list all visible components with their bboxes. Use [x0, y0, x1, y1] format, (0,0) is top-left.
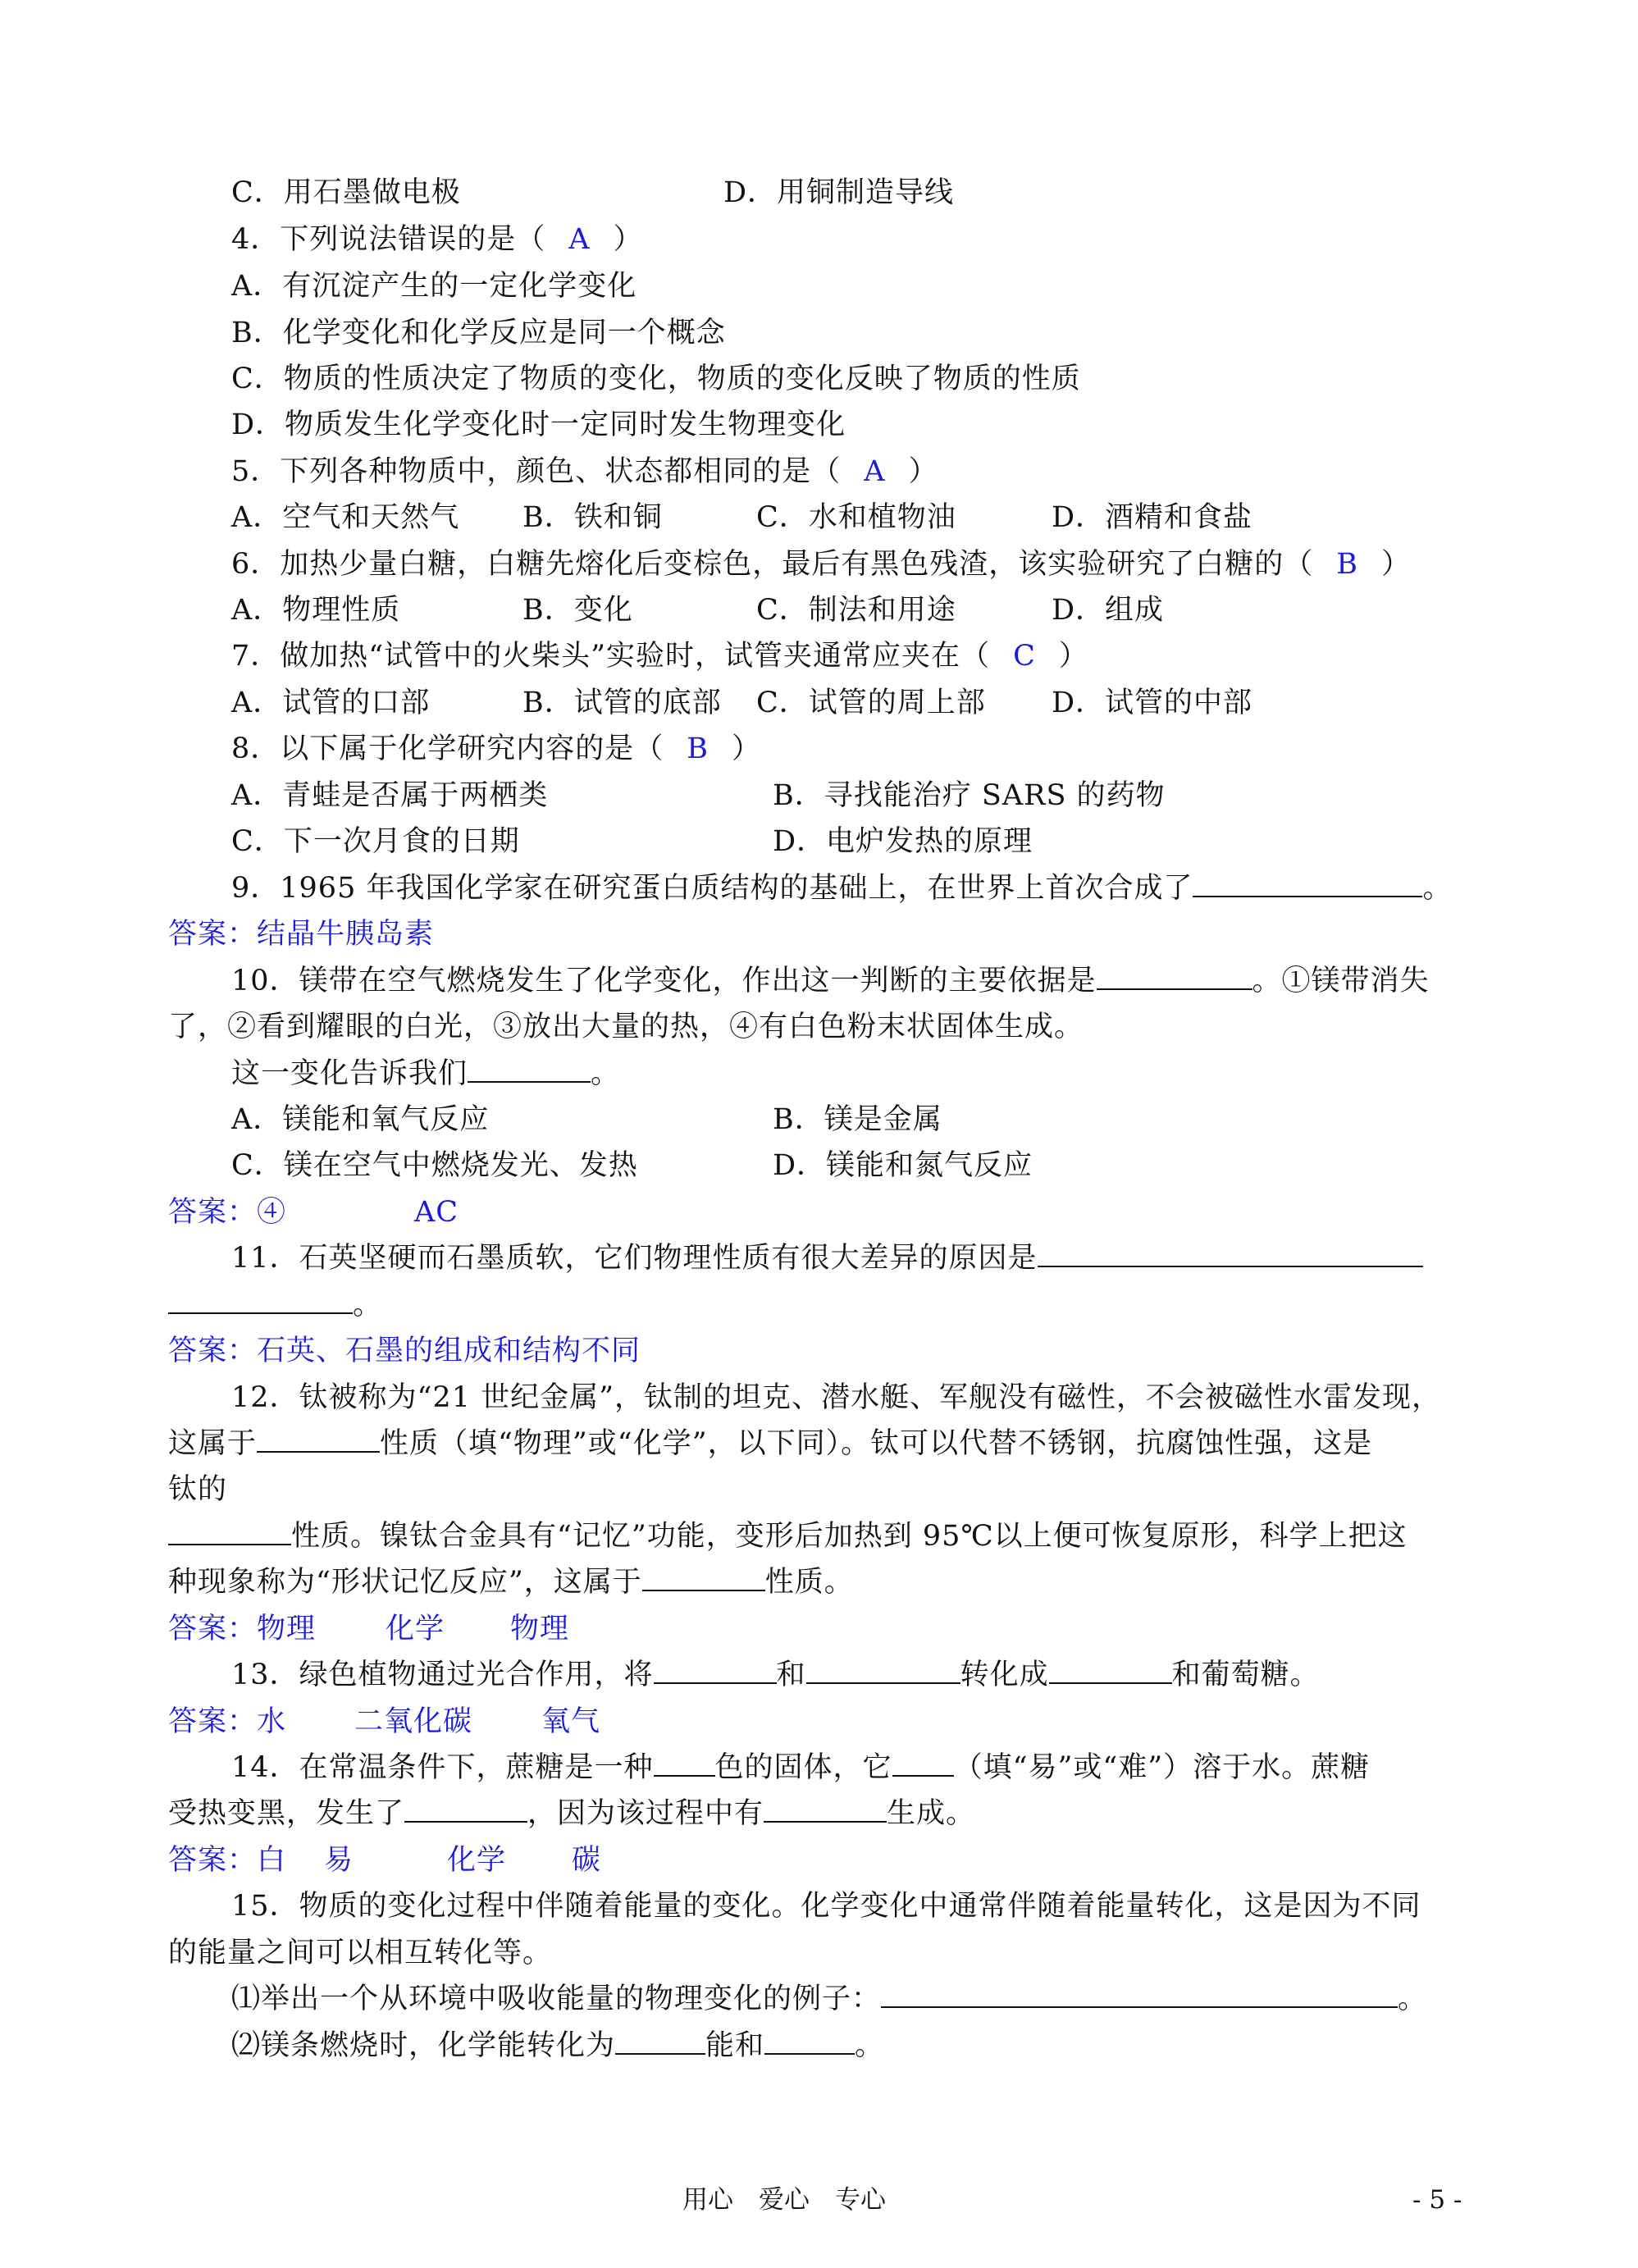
q12-answer-3: 物理	[510, 1613, 570, 1645]
q14-line1	[231, 1748, 1370, 1787]
q12-blank-2	[168, 1517, 291, 1545]
q6-answer: B	[1336, 548, 1359, 581]
q14-part-f: 生成。	[887, 1797, 976, 1830]
q6-close: ）	[1381, 548, 1412, 581]
q10-option-b: B．镁是金属	[773, 1103, 942, 1136]
q7-option-c: C．试管的周上部	[756, 687, 986, 719]
q5-option-a: A．空气和天然气	[231, 501, 460, 534]
q10-blank-2	[468, 1055, 591, 1083]
q11-blank-b	[168, 1286, 353, 1314]
q4-stem	[231, 220, 643, 259]
q5-option-d: D．酒精和食盐	[1052, 501, 1253, 534]
q8-close: ）	[732, 732, 762, 765]
q13-blank-3	[1049, 1656, 1172, 1684]
q7-stem	[231, 637, 1088, 676]
q3-option-d: D．用铜制造导线	[723, 176, 955, 209]
q7-close: ）	[1058, 640, 1088, 673]
q4-option-a: A．有沉淀产生的一定化学变化	[231, 270, 637, 303]
q13-part-d: 和葡萄糖。	[1171, 1659, 1320, 1691]
q5-stem	[231, 452, 938, 491]
q5-answer: A	[864, 455, 886, 488]
q15-sub2-end: 。	[855, 2029, 885, 2062]
q4-stem-text: 4．下列说法错误的是（	[231, 223, 546, 256]
q8-answer: B	[687, 732, 709, 765]
q12-line5	[168, 1563, 854, 1602]
q13-answer-3: 氧气	[541, 1705, 601, 1738]
q15-sub1-end: 。	[1398, 1983, 1428, 2015]
q4-option-c: C．物质的性质决定了物质的变化，物质的变化反映了物质的性质	[231, 363, 1081, 395]
q15-blank-2	[615, 2027, 705, 2055]
q14-part-a: 14．在常温条件下，蔗糖是一种	[231, 1751, 654, 1784]
q12-blank-3	[642, 1563, 765, 1591]
q13-part-c: 转化成	[960, 1659, 1049, 1691]
q15-sub2-mid: 能和	[705, 2029, 765, 2062]
q8-stem	[231, 729, 761, 769]
q6-option-b: B．变化	[522, 594, 633, 627]
q11-end: 。	[353, 1289, 383, 1321]
q10-option-a: A．镁能和氧气反应	[231, 1103, 490, 1136]
q7-option-a: A．试管的口部	[231, 687, 431, 719]
q11-blank-a	[1038, 1239, 1423, 1267]
q15-blank-1	[881, 1980, 1398, 2008]
q12-blank-1	[257, 1425, 380, 1453]
q14-part-b: 色的固体，它	[714, 1751, 892, 1784]
q12-line3: 钛的	[168, 1473, 228, 1506]
q9-stem	[231, 869, 1452, 908]
q6-option-d: D．组成	[1052, 594, 1165, 627]
q14-blank-4	[764, 1795, 887, 1823]
q14-blank-2	[892, 1749, 954, 1777]
q15-blank-3	[764, 2027, 855, 2055]
q15-line2: 的能量之间可以相互转化等。	[168, 1937, 553, 1969]
q10-option-c: C．镁在空气中燃烧发光、发热	[231, 1149, 638, 1182]
q14-blank-3	[404, 1795, 527, 1823]
q13-blank-1	[654, 1656, 777, 1684]
q8-option-c: C．下一次月食的日期	[231, 825, 520, 858]
q6-stem	[231, 545, 1411, 584]
q8-stem-text: 8．以下属于化学研究内容的是（	[231, 732, 664, 765]
footer-motto: 用心 爱心 专心	[682, 2185, 886, 2215]
q12-line4	[168, 1517, 1408, 1556]
q15-sub1-text: ⑴举出一个从环境中吸收能量的物理变化的例子：	[231, 1983, 882, 2015]
q7-option-d: D．试管的中部	[1052, 687, 1253, 719]
q9-blank	[1193, 869, 1422, 897]
q9-end: 。	[1422, 872, 1453, 905]
q10-option-d: D．镁能和氮气反应	[773, 1149, 1033, 1182]
q13-part-b: 和	[776, 1659, 806, 1691]
q12-answer-2: 化学	[386, 1613, 445, 1645]
q7-option-b: B．试管的底部	[522, 687, 722, 719]
q10-line1-text: 10．镁带在空气燃烧发生了化学变化，作出这一判断的主要依据是	[231, 965, 1097, 997]
q13-blank-2	[806, 1656, 960, 1684]
q13-answer-2: 二氧化碳	[354, 1705, 473, 1738]
q12-line4-tail: 性质。镍钛合金具有“记忆”功能，变形后加热到 95℃以上便可恢复原形，科学上把这	[291, 1520, 1408, 1553]
q11-line1-text: 11．石英坚硬而石墨质软，它们物理性质有很大差异的原因是	[231, 1242, 1038, 1275]
q15-line1: 15．物质的变化过程中伴随着能量的变化。化学变化中通常伴随着能量转化，这是因为不同	[231, 1890, 1421, 1923]
q14-line2	[168, 1794, 975, 1833]
q10-blank-1	[1097, 962, 1252, 990]
q8-option-a: A．青蛙是否属于两栖类	[231, 779, 549, 812]
q5-stem-text: 5．下列各种物质中，颜色、状态都相同的是（	[231, 455, 842, 488]
q5-option-c: C．水和植物油	[756, 501, 956, 534]
q4-answer: A	[568, 223, 591, 256]
q12-line1: 12．钛被称为“21 世纪金属”，钛制的坦克、潜水艇、军舰没有磁性，不会被磁性水雷发现，	[231, 1381, 1441, 1414]
q9-answer: 答案：结晶牛胰岛素	[168, 918, 435, 951]
q15-sub2	[231, 2026, 884, 2065]
q10-line2: 了，②看到耀眼的白光，③放出大量的热，④有白色粉末状固体生成。	[168, 1011, 1084, 1043]
q11-line1	[231, 1239, 1423, 1278]
q3-option-c: C．用石墨做电极	[231, 176, 461, 209]
q10-answer-2: AC	[414, 1196, 459, 1229]
q4-close: ）	[613, 223, 643, 256]
q10-line3	[231, 1054, 620, 1093]
q13-line	[231, 1655, 1320, 1695]
q10-line3-end: 。	[591, 1057, 621, 1090]
q4-option-b: B．化学变化和化学反应是同一个概念	[231, 317, 726, 349]
q14-part-d: 受热变黑，发生了	[168, 1797, 405, 1830]
q4-option-d: D．物质发生化学变化时一定同时发生物理变化	[231, 408, 846, 441]
q12-answer-1: 答案：物理	[168, 1613, 317, 1645]
q6-option-a: A．物理性质	[231, 594, 401, 627]
q6-option-c: C．制法和用途	[756, 594, 956, 627]
q14-answer-2: 易	[324, 1844, 354, 1877]
q10-line1-tail: 。①镁带消失	[1252, 965, 1430, 997]
q10-line3-text: 这一变化告诉我们	[231, 1057, 468, 1090]
q7-stem-text: 7．做加热“试管中的火柴头”实验时，试管夹通常应夹在（	[231, 640, 991, 673]
q10-answer-1: 答案：④	[168, 1196, 287, 1229]
q5-close: ）	[908, 455, 938, 488]
q9-stem-text: 9．1965 年我国化学家在研究蛋白质结构的基础上，在世界上首次合成了	[231, 872, 1193, 905]
q14-answer-3: 化学	[447, 1844, 507, 1877]
q12-line5-start: 种现象称为“形状记忆反应”，这属于	[168, 1566, 642, 1599]
q12-line2-start: 这属于	[168, 1427, 258, 1460]
q7-answer: C	[1013, 640, 1036, 673]
q11-line2	[168, 1285, 382, 1325]
q14-part-c: （填“易”或“难”）溶于水。蔗糖	[953, 1751, 1371, 1784]
q8-option-b: B．寻找能治疗 SARS 的药物	[773, 779, 1166, 812]
q14-answer-1: 答案：白	[168, 1844, 287, 1877]
q10-line1	[231, 961, 1430, 1001]
q5-option-b: B．铁和铜	[522, 501, 663, 534]
q12-line2	[168, 1424, 1372, 1463]
page-number: - 5 -	[1412, 2185, 1462, 2215]
q12-line2-tail: 性质（填“物理”或“化学”，以下同）。钛可以代替不锈钢，抗腐蚀性强，这是	[380, 1427, 1373, 1460]
q15-sub2-start: ⑵镁条燃烧时，化学能转化为	[231, 2029, 616, 2062]
q8-option-d: D．电炉发热的原理	[773, 825, 1033, 858]
q12-line5-end: 性质。	[764, 1566, 854, 1599]
q13-answer-1: 答案：水	[168, 1705, 287, 1738]
q11-answer: 答案：石英、石墨的组成和结构不同	[168, 1335, 641, 1367]
q14-blank-1	[654, 1749, 715, 1777]
q14-answer-4: 碳	[572, 1844, 602, 1877]
q15-sub1	[231, 1979, 1427, 2019]
q14-part-e: ，因为该过程中有	[527, 1797, 764, 1830]
q13-part-a: 13．绿色植物通过光合作用，将	[231, 1659, 654, 1691]
q6-stem-text: 6．加热少量白糖，白糖先熔化后变棕色，最后有黑色残渣，该实验研究了白糖的（	[231, 548, 1314, 581]
